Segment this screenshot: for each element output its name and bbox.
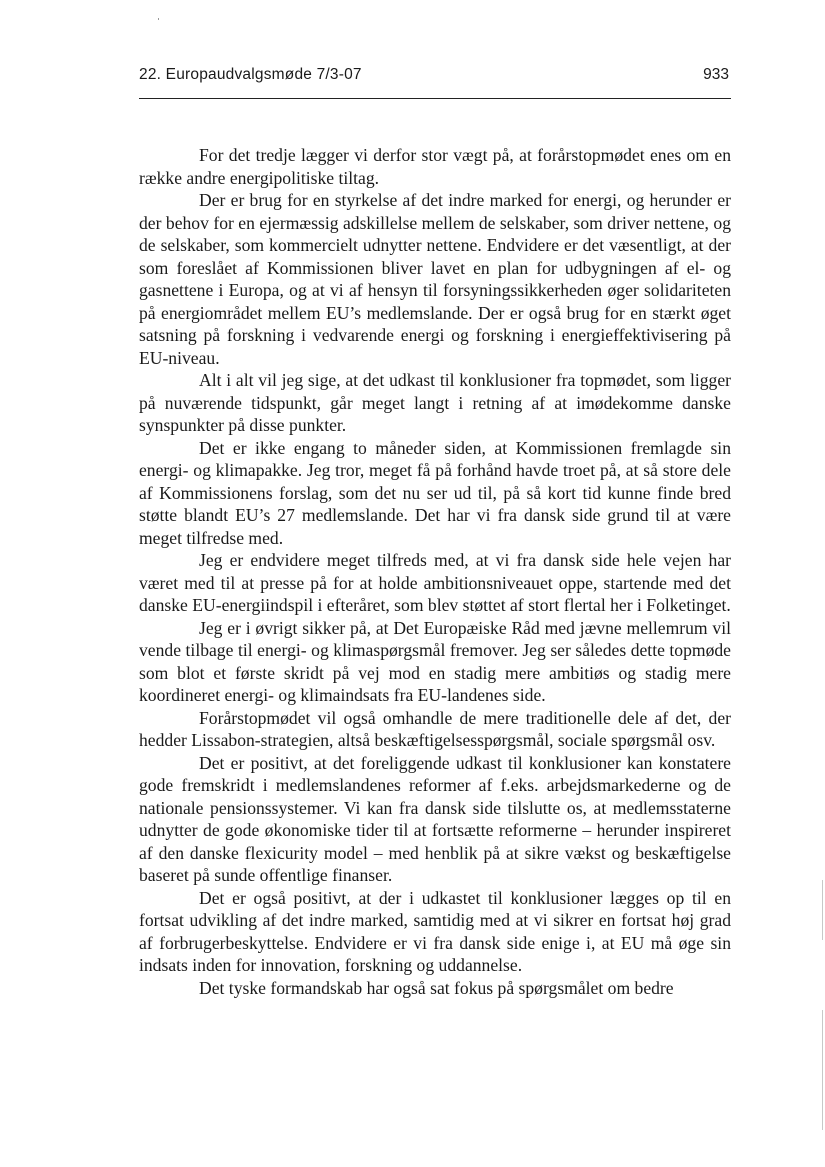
- running-title: 22. Europaudvalgsmøde 7/3-07: [139, 66, 362, 83]
- paragraph: Alt i alt vil jeg sige, at det udkast til konklusioner fra topmødet, som ligger på nuværende tidspunkt, går meget langt i retning af at imødekomme danske synspunkter på disse punkter.: [139, 370, 731, 435]
- scan-edge-mark: [822, 1010, 823, 1130]
- page-header: [139, 64, 731, 99]
- page-number: 933: [703, 66, 729, 83]
- paragraph: Det er ikke engang to måneder siden, at Kommissionen fremlagde sin energi- og klimapakke. Jeg tror, meget få på forhånd havde troet på, at så store dele af Kommissionens forslag, som det nu ser ud til, på så kort tid kunne finde bred støtte blandt EU’s 27 medlemslande. Det har vi fra dansk side grund til at være meget tilfredse med.: [139, 437, 731, 548]
- paragraph: For det tredje lægger vi derfor stor vægt på, at forårstopmødet enes om en række andre energipolitiske tiltag.: [139, 145, 731, 188]
- paragraph: Jeg er endvidere meget tilfreds med, at vi fra dansk side hele vejen har været med til at presse på for at holde ambitionsniveauet oppe, startende med det danske EU-energiindspil i efteråret, som blev støttet af stort flertal her i Folketinget.: [139, 550, 731, 615]
- scan-edge-mark: [822, 880, 823, 940]
- body-text: [139, 144, 731, 999]
- paragraph: Forårstopmødet vil også omhandle de mere traditionelle dele af det, der hedder Lissabon-strategien, altså beskæftigelsesspørgsmål, sociale spørgsmål osv.: [139, 707, 731, 750]
- paragraph: Det er også positivt, at der i udkastet til konklusioner lægges op til en fortsat udvikling af det indre marked, samtidig med at vi sikrer en fortsat høj grad af forbrugerbeskyttelse. Endvidere er vi fra dansk side enige i, at EU må øge sin indsats inden for innovation, forskning og uddannelse.: [139, 887, 731, 975]
- scan-speck: [158, 18, 159, 20]
- paragraph: Der er brug for en styrkelse af det indre marked for energi, og herunder er der behov for en ejermæssig adskillelse mellem de selskaber, som driver nettene, og de selskaber, som kommercielt udnytter nettene. Endvidere er det væsentligt, at der som foreslået af Kommissionen bliver lavet en plan for udbygningen af el- og gasnettene i Europa, og at vi af hensyn til forsyningssikkerheden øger solidariteten på energiområdet mellem EU’s medlemslande. Der er også brug for en stærkt øget satsning på forskning i vedvarende energi og forskning i energieffektivisering på EU-niveau.: [139, 190, 731, 368]
- paragraph: Jeg er i øvrigt sikker på, at Det Europæiske Råd med jævne mellemrum vil vende tilbage til energi- og klimaspørgsmål fremover. Jeg ser således dette topmøde som blot et første skridt på vej mod en stadig mere ambitiøs og stadig mere koordineret energi- og klimaindsats fra EU-landenes side.: [139, 617, 731, 705]
- paragraph: Det tyske formandskab har også sat fokus på spørgsmålet om bedre: [199, 977, 674, 998]
- paragraph: Det er positivt, at det foreliggende udkast til konklusioner kan konstatere gode fremskridt i medlemslandenes reformer af f.eks. arbejdsmarkederne og de nationale pensionssystemer. Vi kan fra dansk side tilslutte os, at medlemsstaterne udnytter de gode økonomiske tider til at fortsætte reformerne – herunder inspireret af den danske flexicurity model – med henblik på at sikre vækst og beskæftigelse baseret på sunde offentlige finanser.: [139, 752, 731, 885]
